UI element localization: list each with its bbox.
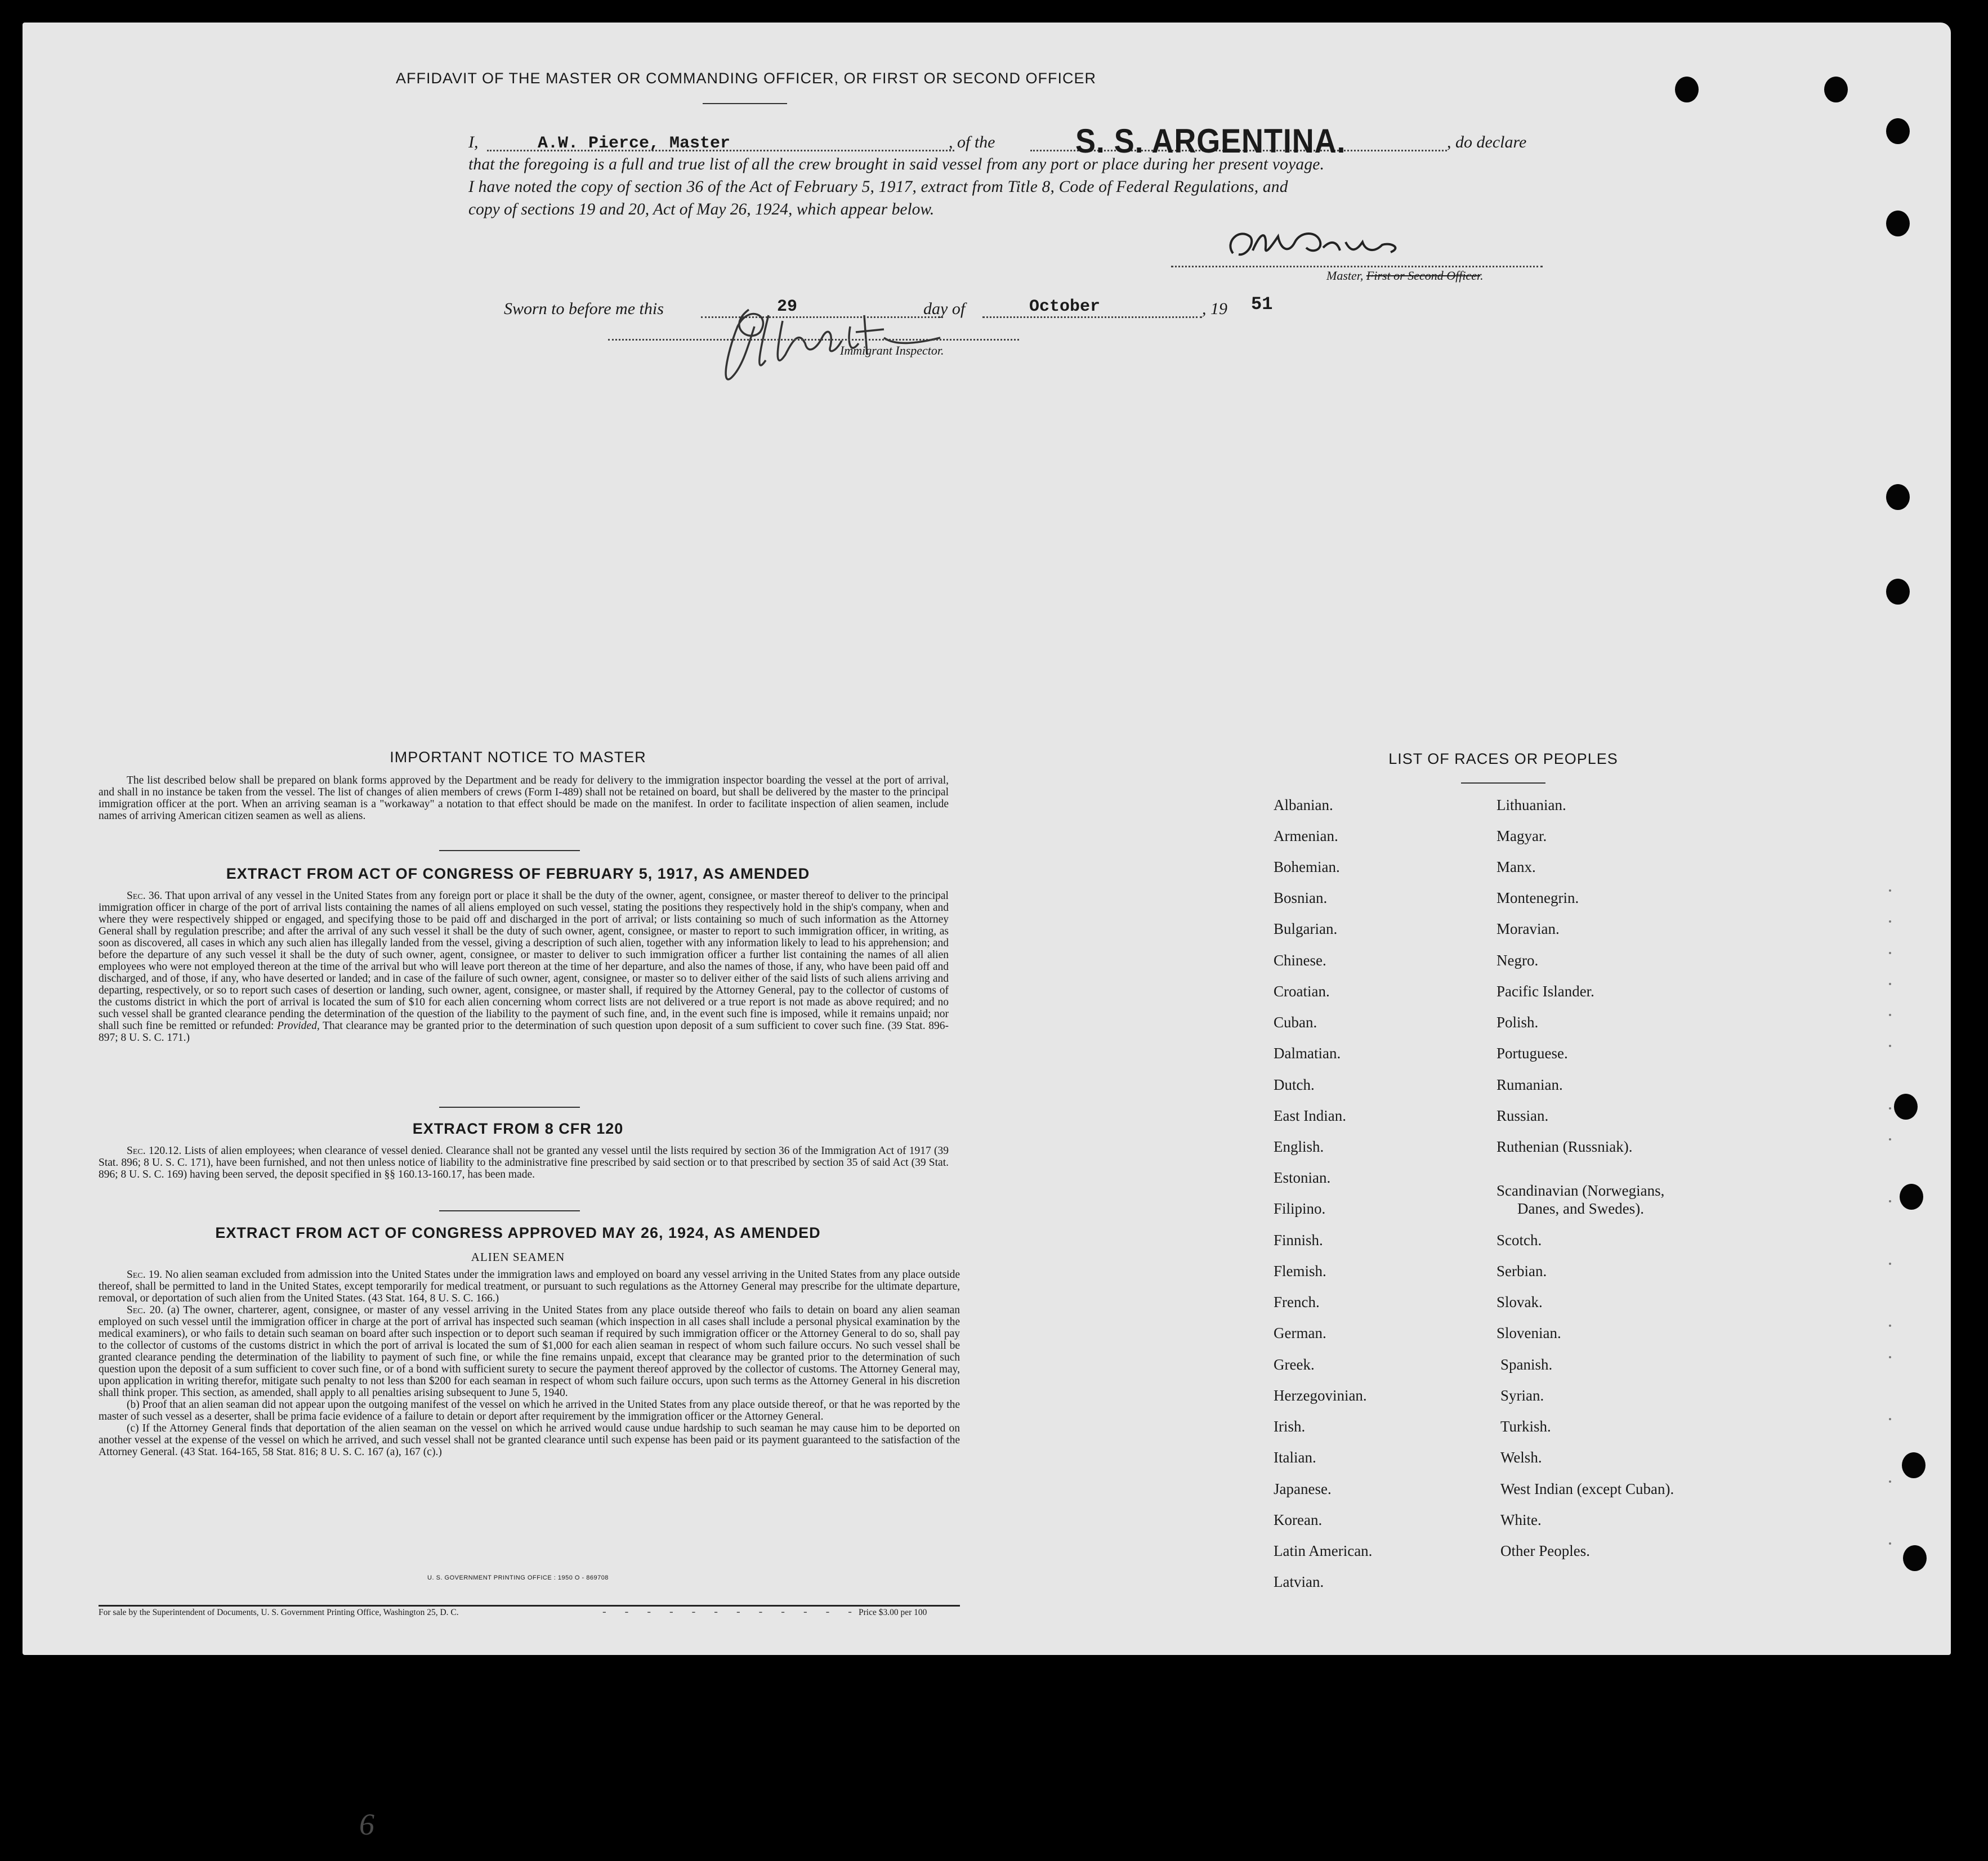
punch-hole xyxy=(1894,1094,1918,1120)
sec-19-text: No alien seaman excluded from admission into the United States under the immigration laws and employed on board any vessel arriving in the United States from any place outside thereof, shall be permitted to land in the United States, except temporarily for medical treatment, or pursuant to such regulations as the Attorney General may prescribe for the ultimate departure, removal, or deportation of such alien from the United States. (43 Stat. 164, 8 U. S. C. 166.) xyxy=(99,1269,961,1304)
race-right-3: Montenegrin. xyxy=(1496,889,1579,906)
race-left-16: French. xyxy=(1274,1294,1320,1310)
proviso-text: That clearance may be granted prior to the determination of such question upon deposit of a sum sufficient to cover such fine. (39 Stat. 896-897; 8 U. S. C. 171.) xyxy=(99,1020,949,1044)
alien-seamen-subtitle: ALIEN SEAMEN xyxy=(471,1250,565,1264)
declaration-line-2: I have noted the copy of section 36 of the Act of February 5, 1917, extract from Title 8, Code of Federal Regulations, and xyxy=(468,178,1288,196)
race-left-22: Japanese. xyxy=(1274,1480,1332,1497)
month-line xyxy=(982,316,1202,318)
race-right-8: Portuguese. xyxy=(1496,1045,1568,1062)
races-rule xyxy=(1461,782,1545,784)
notice-rule xyxy=(439,850,580,851)
sec-36-text: That upon arrival of any vessel in the United States from any foreign port or place it shall be the duty of the owner, agent, consignee, or master thereof to deliver to the principal immigration officer in charge of the port of arrival lists containing the names of all aliens employed on such vessel, stating the positions they respectively hold in the ship's company, when and where they were respectively shipped or engaged, and specifying those to be paid off and discharged in the port of arrival; or lists containing so much of such information as the Attorney General shall by regulation prescribe; and after the arrival of any such vessel it shall be the duty of such owner, agent, consignee, or master to report to such immigration officer, in writing, as soon as discovered, all cases in which any such alien has illegally landed from the vessel, giving a description of such alien, together with any information likely to lead to his apprehension; and before the departure of any such vessel it shall be the duty of such owner, agent, consignee, or master to deliver to such immigration officer a further list containing the names of all alien employees who were not employed thereon at the time of the arrival but who will leave port thereon at the time of her departure, and also the names of those, if any, who have been paid off and discharged, and of those, if any, who have deserted or landed; and in case of the failure of such owner, agent, consignee, or master so to deliver either of the said lists of such aliens arriving and departing, respectively, or so to report such cases of desertion or landing, such owner, agent, consignee, or master shall, if required by the Attorney General, pay to the collector of customs of the customs district in which the port of arrival is located the sum of $10 for each alien concerning whom correct lists are not delivered or a true report is not made as above required; and no such vessel shall be granted clearance pending the determination of the question of the liability to the payment of such fine, and, in the event such fine is imposed, while it remains unpaid; nor shall such fine be remitted or refunded: xyxy=(99,890,949,1032)
race-left-8: Dalmatian. xyxy=(1274,1045,1341,1062)
master-name: A.W. Pierce, Master xyxy=(538,134,731,153)
notice-body: The list described below shall be prepared on blank forms approved by the Department and be ready for delivery to the immigration inspector boarding the vessel at the port of arrival, and shall in no instance be taken from the vessel. The list of changes of alien members of crews (Form I-489) shall not be retained on board, but shall be delivered by the master to the principal immigration officer at the port. When an arriving seaman is a "workaway" a notation to that effect should be made on the manifest. In order to facilitate inspection of alien seamen, include names of arriving American citizen seamen as well as aliens. xyxy=(99,775,949,822)
punch-hole xyxy=(1903,1545,1927,1571)
races-title: LIST OF RACES OR PEOPLES xyxy=(1388,750,1618,767)
title-end: . xyxy=(1480,269,1484,283)
month-value: October xyxy=(1029,297,1101,316)
race-left-25: Latvian. xyxy=(1274,1573,1324,1590)
master-signature-line xyxy=(1171,266,1543,267)
race-left-23: Korean. xyxy=(1274,1511,1323,1528)
race-right-13: Danes, and Swedes). xyxy=(1517,1200,1644,1217)
footer-right: Price $3.00 per 100 xyxy=(859,1608,927,1617)
race-left-4: Bulgarian. xyxy=(1274,920,1338,937)
declaration-line-1: that the foregoing is a full and true list of all the crew brought in said vessel from any port or place during her present voyage. xyxy=(468,155,1325,173)
sec-20a-paragraph xyxy=(99,1304,960,1399)
affidavit-heading: AFFIDAVIT OF THE MASTER OR COMMANDING OFFICER, OR FIRST OR SECOND OFFICER xyxy=(395,70,1097,87)
i-label: I, xyxy=(468,133,479,151)
punch-hole xyxy=(1886,211,1910,236)
extract-1924-body xyxy=(99,1269,960,1458)
extract-1924-title: EXTRACT FROM ACT OF CONGRESS APPROVED MAY 26, 1924, AS AMENDED xyxy=(215,1224,821,1241)
race-right-1: Magyar. xyxy=(1496,827,1547,844)
sec-120-12-text: Lists of alien employees; when clearance of vessel denied. Clearance shall not be granted any vessel until the lists required by section 36 of the Immigration Act of 1917 (39 Stat. 896; 8 U. S. C. 171), have been furnished, and not then unless notice of liability to the administrative fine prescribed by said section or to that prescribed by section 35 of said Act (39 Stat. 896; 8 U. S. C. 169) having been served, the deposit specified in §§ 160.13-160.17, has been made. xyxy=(99,1145,949,1180)
race-left-24: Latin American. xyxy=(1274,1542,1373,1559)
margin-note: 6 xyxy=(359,1808,374,1841)
year-prefix: , 19 xyxy=(1202,299,1227,318)
extract-1917-rule xyxy=(439,1107,580,1108)
cfr-body xyxy=(99,1145,949,1180)
race-left-12: Estonian. xyxy=(1274,1169,1331,1186)
struck-officer-title: First or Second Officer xyxy=(1366,269,1481,283)
heading-rule xyxy=(703,103,787,104)
master-title-label: Master, xyxy=(1326,269,1364,283)
race-left-7: Cuban. xyxy=(1274,1014,1317,1031)
race-right-23: White. xyxy=(1500,1511,1542,1528)
race-right-21: Welsh. xyxy=(1500,1449,1542,1466)
race-right-9: Rumanian. xyxy=(1496,1076,1563,1093)
footer-left: For sale by the Superintendent of Documents, U. S. Government Printing Office, Washington 25, D. C. xyxy=(99,1608,459,1617)
race-right-22: West Indian (except Cuban). xyxy=(1500,1480,1674,1497)
race-right-12: Scandinavian (Norwegians, xyxy=(1496,1182,1665,1199)
punch-hole xyxy=(1675,77,1699,102)
sec-20b-paragraph: (b) Proof that an alien seaman did not appear upon the outgoing manifest of the vessel on which he arrived in the United States from any place outside thereof, or that he was reported by the master of such vessel as a deserter, shall be prima facie evidence of a failure to detain or deport after requirement by the immigration officer or the Attorney General. xyxy=(99,1399,960,1422)
sworn-label: Sworn to before me this xyxy=(504,299,664,318)
sec-20a-text: (a) The owner, charterer, agent, consignee, or master of any vessel arriving in the United States from any place outside thereof who fails to detain on board any alien seaman employed on such vessel until the immigration officer in charge at the port of arrival has inspected such seaman (which inspection in all cases shall include a personal physical examination by the medical examiners), or who fails to detain such seaman on board after such inspection or to deport such seaman if required by such immigration officer or the Attorney General to do so, shall pay to the collector of customs of the customs district in which the port of arrival is located the sum of $1,000 for each alien seaman in respect of whom such failure occurs. No such vessel shall be granted clearance pending the determination of the liability to payment of such fine, or while the fine remains unpaid, except that clearance may be granted prior to the determination of such question upon the deposit of a sum sufficient to cover such fine, or of a bond with sufficient surety to secure the payment thereof approved by the collector of customs. The Attorney General may, upon application in writing therefor, mitigate such penalty to not less than $200 for each seaman in respect of whom such failure occurs, upon such terms as the Attorney General in his discretion shall think proper. This section, as amended, shall apply to all penalties arising subsequent to June 5, 1940. xyxy=(99,1304,960,1399)
race-left-15: Flemish. xyxy=(1274,1263,1326,1280)
master-signature xyxy=(1222,220,1458,270)
race-right-18: Spanish. xyxy=(1500,1356,1553,1373)
race-right-4: Moravian. xyxy=(1496,920,1560,937)
sec-19-paragraph xyxy=(99,1269,960,1304)
race-right-14: Scotch. xyxy=(1496,1232,1542,1249)
sec-36-label: Sec. 36. xyxy=(127,890,163,902)
race-left-13: Filipino. xyxy=(1274,1200,1326,1217)
race-right-10: Russian. xyxy=(1496,1107,1549,1124)
sec-20-label: Sec. 20. xyxy=(127,1304,163,1316)
race-right-20: Turkish. xyxy=(1500,1418,1551,1435)
race-left-21: Italian. xyxy=(1274,1449,1316,1466)
punch-hole xyxy=(1886,118,1910,144)
punch-hole xyxy=(1824,77,1848,102)
race-left-17: German. xyxy=(1274,1325,1326,1341)
notice-title: IMPORTANT NOTICE TO MASTER xyxy=(390,749,646,766)
race-right-19: Syrian. xyxy=(1500,1387,1544,1404)
race-left-10: East Indian. xyxy=(1274,1107,1346,1124)
race-right-16: Slovak. xyxy=(1496,1294,1543,1310)
race-left-1: Armenian. xyxy=(1274,827,1338,844)
year-value: 51 xyxy=(1251,294,1273,315)
race-left-3: Bosnian. xyxy=(1274,889,1328,906)
sec-120-12-label: Sec. 120.12. xyxy=(127,1145,182,1157)
sec-19-label: Sec. 19. xyxy=(127,1269,163,1281)
declaration-line-3: copy of sections 19 and 20, Act of May 26, 1924, which appear below. xyxy=(468,200,935,218)
sec-20c-paragraph: (c) If the Attorney General finds that deportation of the alien seaman on the vessel on which he arrived would cause undue hardship to such seaman he may cause him to be deported on another vessel at the expense of the vessel on which he arrived, and such vessel shall not be granted clearance until such expense has been paid or its payment guaranteed to the satisfaction of the Attorney General. (43 Stat. 164-165, 58 Stat. 816; 8 U. S. C. 167 (a), 167 (c).) xyxy=(99,1422,960,1458)
race-right-15: Serbian. xyxy=(1496,1263,1547,1280)
day-value: 29 xyxy=(777,297,798,316)
proviso-label: Provided, xyxy=(277,1020,320,1032)
punch-hole xyxy=(1900,1184,1923,1210)
master-title xyxy=(1326,269,1484,283)
punch-hole xyxy=(1902,1452,1926,1478)
footer-dashes: - - - - - - - - - - - - xyxy=(602,1605,860,1618)
race-left-18: Greek. xyxy=(1274,1356,1315,1373)
day-of-label: day of xyxy=(923,299,966,318)
extract-1917-title: EXTRACT FROM ACT OF CONGRESS OF FEBRUARY 5, 1917, AS AMENDED xyxy=(226,865,810,882)
race-left-5: Chinese. xyxy=(1274,952,1326,969)
race-left-11: English. xyxy=(1274,1138,1324,1155)
inspector-signature-line xyxy=(608,339,1019,341)
race-left-20: Irish. xyxy=(1274,1418,1306,1435)
race-right-2: Manx. xyxy=(1496,858,1536,875)
race-left-14: Finnish. xyxy=(1274,1232,1323,1249)
race-right-11: Ruthenian (Russniak). xyxy=(1496,1138,1633,1155)
document-page xyxy=(23,23,1951,1655)
cfr-rule xyxy=(439,1210,580,1211)
punch-hole xyxy=(1886,579,1910,605)
of-the-label: , of the xyxy=(949,133,995,151)
race-right-24: Other Peoples. xyxy=(1500,1542,1590,1559)
inspector-label: Immigrant Inspector. xyxy=(840,343,944,357)
race-right-0: Lithuanian. xyxy=(1496,797,1566,813)
do-declare-label: , do declare xyxy=(1447,133,1527,151)
printer-imprint: U. S. GOVERNMENT PRINTING OFFICE : 1950 O - 869708 xyxy=(427,1574,609,1581)
race-right-17: Slovenian. xyxy=(1496,1325,1561,1341)
race-right-7: Polish. xyxy=(1496,1014,1539,1031)
race-left-2: Bohemian. xyxy=(1274,858,1340,875)
punch-hole xyxy=(1886,484,1910,510)
cfr-title: EXTRACT FROM 8 CFR 120 xyxy=(412,1120,624,1137)
extract-1917-body xyxy=(99,890,949,1044)
race-left-9: Dutch. xyxy=(1274,1076,1315,1093)
race-left-19: Herzegovinian. xyxy=(1274,1387,1367,1404)
race-left-0: Albanian. xyxy=(1274,797,1333,813)
race-left-6: Croatian. xyxy=(1274,983,1330,1000)
vessel-name: S. S. ARGENTINA. xyxy=(1075,122,1346,160)
race-right-5: Negro. xyxy=(1496,952,1539,969)
race-right-6: Pacific Islander. xyxy=(1496,983,1594,1000)
